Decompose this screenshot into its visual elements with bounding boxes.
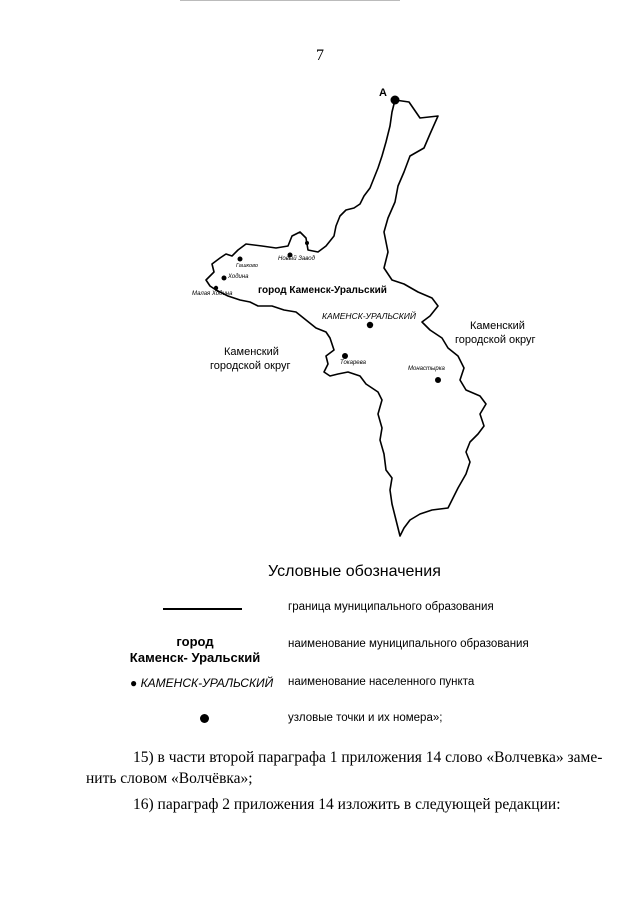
okrug-right-label-line2: городской округ (455, 334, 536, 346)
settlement-marker-malaya-khodina (214, 286, 218, 290)
settlement-marker-gashkov (238, 257, 243, 262)
settlement-marker-small (305, 241, 309, 245)
place-label-malaya-khodina: Малая Ходина (192, 291, 233, 297)
paragraph-15-line1: 15) в части второй параграфа 1 приложения 14 слово «Волчевка» заме- (133, 749, 603, 766)
node-label-a: A (379, 87, 387, 99)
place-label-tokareva: Токарева (340, 360, 366, 366)
node-point-a (391, 96, 400, 105)
place-label-monastyrka: Монастырка (408, 366, 445, 372)
legend-settlement-text: КАМЕНСК-УРАЛЬСКИЙ (140, 676, 274, 690)
okrug-left-label-line1: Каменский (224, 346, 279, 358)
place-label-novy-zavod: Новый Завод (278, 256, 315, 262)
legend-boundary-desc: граница муниципального образования (288, 601, 494, 613)
legend-node-desc: узловые точки и их номера»; (288, 712, 443, 724)
settlement-marker-monastyrka (435, 377, 441, 383)
legend-title: Условные обозначения (268, 563, 441, 580)
map-settlement-label-kamensk: КАМЕНСК-УРАЛЬСКИЙ (322, 311, 416, 321)
legend-settlement-desc: наименование населенного пункта (288, 676, 475, 688)
place-label-gashkov: Гашково (236, 263, 258, 269)
place-label-khodina: Ходина (228, 274, 249, 280)
paragraph-16: 16) параграф 2 приложения 14 изложить в следующей редакции: (133, 796, 561, 813)
map-city-label: город Каменск-Уральский (258, 285, 387, 296)
legend-node-dot (200, 714, 209, 723)
settlement-marker-khodina (222, 276, 227, 281)
settlement-marker-tokareva (342, 353, 348, 359)
okrug-left-label-line2: городской округ (210, 360, 291, 372)
page-number: 7 (316, 47, 324, 64)
legend-settlement-dot: ● (130, 676, 141, 690)
legend-city-sample (120, 634, 270, 666)
legend-boundary-line (163, 608, 242, 610)
legend-city-line2: Каменск- Уральский (129, 650, 261, 665)
okrug-right-label-line1: Каменский (470, 320, 525, 332)
legend-city-desc: наименование муниципального образования (288, 638, 529, 650)
legend-city-line1: город (176, 634, 214, 649)
legend-settlement-sample (130, 676, 273, 690)
settlement-marker-kamensk (367, 322, 373, 328)
paragraph-15-line2: нить словом «Волчёвка»; (86, 770, 253, 787)
